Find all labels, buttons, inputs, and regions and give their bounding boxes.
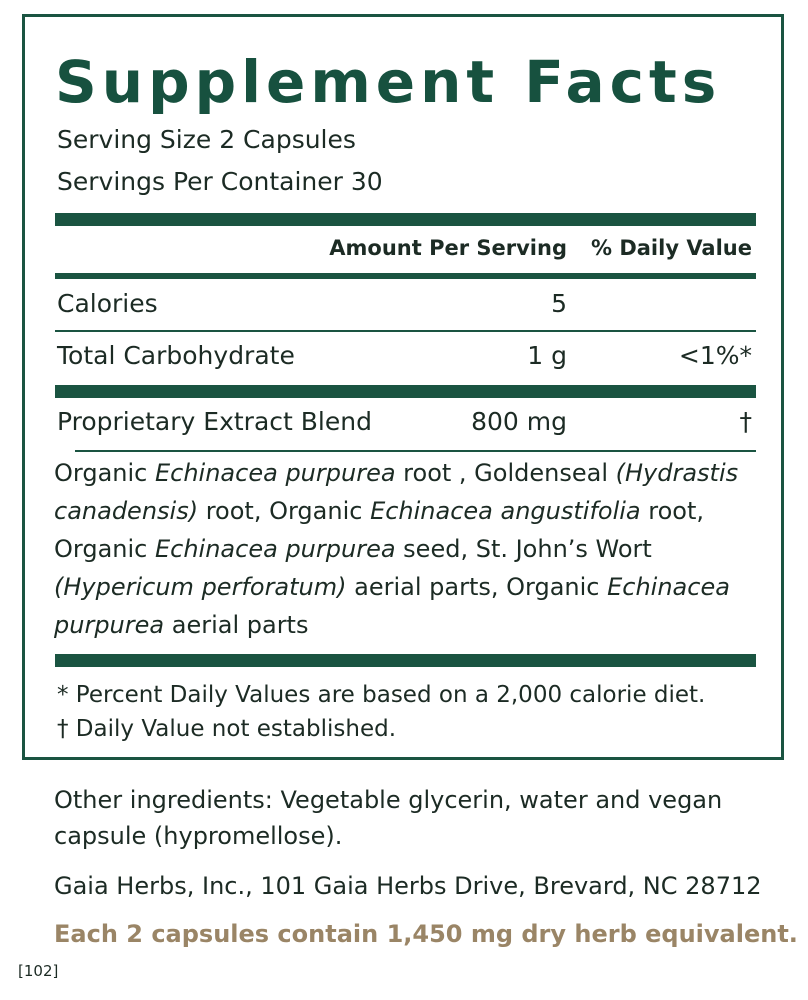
other-ingredients: Other ingredients: Vegetable glycerin, water and vegan capsule (hypromellose). xyxy=(54,786,723,850)
thick-divider-bottom xyxy=(55,654,756,667)
amount-per-serving-header: Amount Per Serving xyxy=(329,236,567,260)
ingredient-text: aerial parts, Organic xyxy=(346,573,608,601)
nutrient-amount: 1 g xyxy=(527,341,567,370)
ingredient-text: seed, St. John’s Wort xyxy=(395,535,652,563)
panel-title: Supplement Facts xyxy=(55,48,722,116)
footnote-percent-daily-value: * Percent Daily Values are based on a 2,000 calorie diet. xyxy=(57,682,706,708)
thin-divider-indented xyxy=(75,450,756,452)
blend-label: Proprietary Extract Blend xyxy=(57,407,372,436)
ingredient-text: aerial parts xyxy=(164,611,309,639)
supplement-facts-panel xyxy=(22,14,784,760)
ingredient-botanical-name: (Hypericum perforatum) xyxy=(54,573,347,601)
nutrient-amount: 5 xyxy=(551,289,567,318)
blend-amount: 800 mg xyxy=(471,407,567,436)
serving-size: Serving Size 2 Capsules xyxy=(57,125,356,154)
ingredient-text: Organic xyxy=(54,459,155,487)
manufacturer-address: Gaia Herbs, Inc., 101 Gaia Herbs Drive, Brevard, NC 28712 xyxy=(54,872,762,900)
thin-divider xyxy=(55,330,756,332)
blend-ingredients xyxy=(54,454,754,644)
blend-daily-value: † xyxy=(739,407,752,436)
thick-divider-top xyxy=(55,213,756,226)
footnote-dagger: † Daily Value not established. xyxy=(57,716,397,742)
ingredient-text: root, Organic xyxy=(198,497,371,525)
ingredient-botanical-name: Echinacea purpurea xyxy=(154,535,396,563)
herb-equivalent-statement: Each 2 capsules contain 1,450 mg dry herb equivalent. xyxy=(54,920,798,948)
servings-per-container: Servings Per Container 30 xyxy=(57,167,383,196)
nutrient-daily-value: <1%* xyxy=(678,341,752,370)
ingredient-text: root, Organic xyxy=(54,497,705,563)
daily-value-header: % Daily Value xyxy=(590,236,752,260)
label-code: [102] xyxy=(18,962,59,980)
ingredient-botanical-name: Echinacea angustifolia xyxy=(370,497,641,525)
ingredient-text: root , Goldenseal xyxy=(395,459,616,487)
ingredient-botanical-name: (Hydrastis canadensis) xyxy=(54,459,739,525)
ingredient-botanical-name: Echinacea purpurea xyxy=(154,459,396,487)
thick-divider-middle xyxy=(55,385,756,398)
medium-divider xyxy=(55,273,756,279)
ingredient-botanical-name: Echinacea purpurea xyxy=(54,573,730,639)
nutrient-label: Calories xyxy=(57,289,158,318)
nutrient-label: Total Carbohydrate xyxy=(57,341,295,370)
